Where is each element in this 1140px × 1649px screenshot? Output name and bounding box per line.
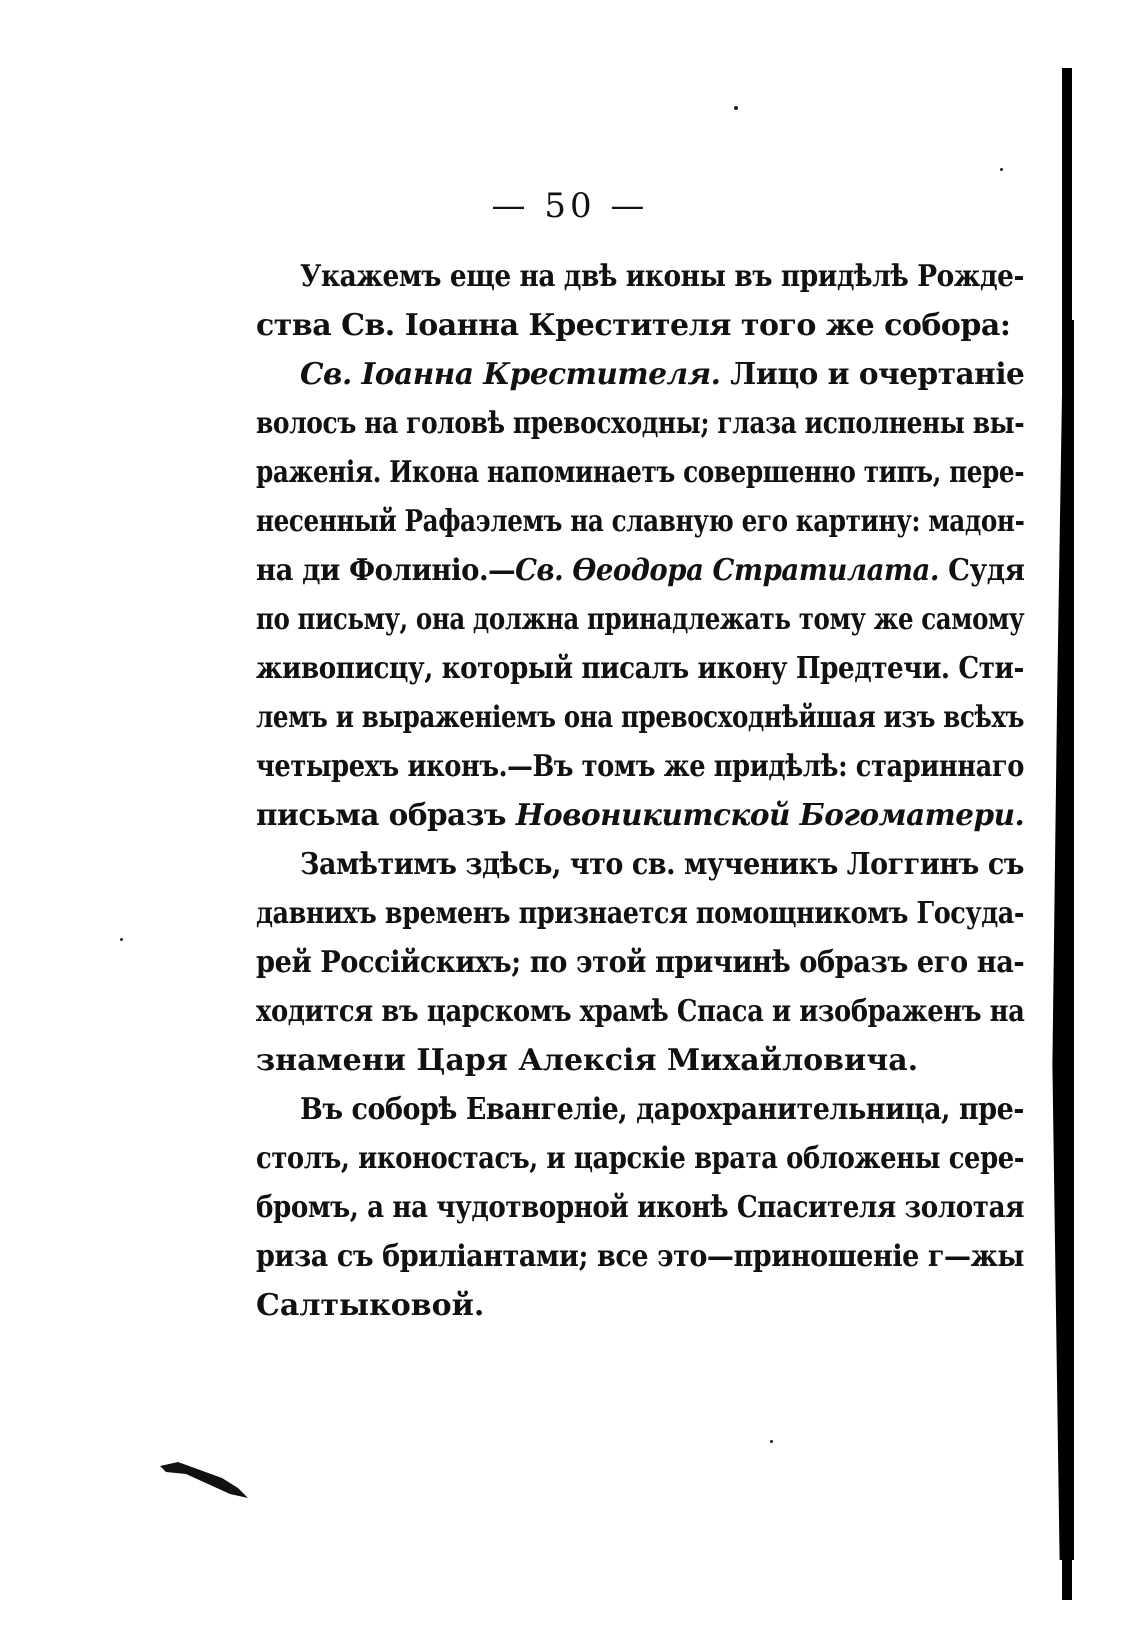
text-line: живописцу, который писалъ икону Предтечи. Сти- bbox=[256, 651, 1024, 686]
text-line: Въ соборѣ Евангеліе, дарохранительница, пре- bbox=[300, 1092, 1025, 1127]
text-line: волосъ на головѣ превосходны; глаза исполнены вы- bbox=[256, 406, 1025, 441]
scan-speck bbox=[1000, 168, 1003, 171]
text-line: риза съ бриліантами; все это—приношеніе г—жы bbox=[256, 1239, 1025, 1274]
text-line: лемъ и выраженіемъ она превосходнѣйшая изъ всѣхъ bbox=[256, 700, 1025, 735]
text-line: бромъ, а на чудотворной иконѣ Спасителя золотая bbox=[256, 1190, 1024, 1225]
text-line: раженія. Икона напоминаетъ совершенно типъ, пере- bbox=[256, 455, 1025, 490]
text-run: Лицо и очертаніе bbox=[720, 357, 1025, 392]
text-line bbox=[256, 796, 1024, 836]
text-run: на ди Фолиніо.— bbox=[256, 553, 516, 588]
text-line: рей Россійскихъ; по этой причинѣ образъ его на- bbox=[256, 945, 1025, 980]
text-line: столъ, иконостасъ, и царскіе врата обложены сере- bbox=[256, 1141, 1025, 1176]
icon-title: Св. Іоанна Крестителя. bbox=[300, 357, 721, 392]
text-line: давнихъ временъ признается помощникомъ Госуда- bbox=[256, 896, 1024, 931]
ink-smudge bbox=[160, 1460, 250, 1500]
text-line bbox=[300, 355, 1024, 395]
scan-speck bbox=[770, 1440, 773, 1443]
text-run: Судя bbox=[939, 553, 1025, 588]
scan-edge-shadow bbox=[1050, 320, 1074, 1560]
text-line: Салтыковой. bbox=[256, 1288, 485, 1323]
icon-title: Новоникитской Богоматери. bbox=[515, 798, 1025, 833]
text-line bbox=[256, 551, 1024, 591]
scan-speck bbox=[120, 938, 123, 941]
text-line: несенный Рафаэлемъ на славную его картину: мадон- bbox=[256, 504, 1025, 539]
text-line: Укажемъ еще на двѣ иконы въ придѣлѣ Рожде- bbox=[300, 259, 1024, 294]
text-line: ходится въ царскомъ храмѣ Спаса и изображенъ на bbox=[256, 994, 1025, 1029]
text-line: ства Св. Іоанна Крестителя того же собора: bbox=[256, 308, 1011, 343]
text-run: письма образъ bbox=[256, 798, 516, 833]
text-line: Замѣтимъ здѣсь, что св. мученикъ Логгинъ съ bbox=[300, 847, 1025, 882]
text-line: по письму, она должна принадлежать тому же самому bbox=[256, 602, 1025, 637]
text-line: знамени Царя Алексія Михайловича. bbox=[256, 1043, 919, 1078]
page-number: — 50 — bbox=[491, 186, 649, 226]
scan-speck bbox=[734, 106, 738, 110]
icon-title: Св. Ѳеодора Стратилата. bbox=[515, 553, 940, 588]
text-line: четырехъ иконъ.—Въ томъ же придѣлѣ: стариннаго bbox=[256, 749, 1024, 784]
